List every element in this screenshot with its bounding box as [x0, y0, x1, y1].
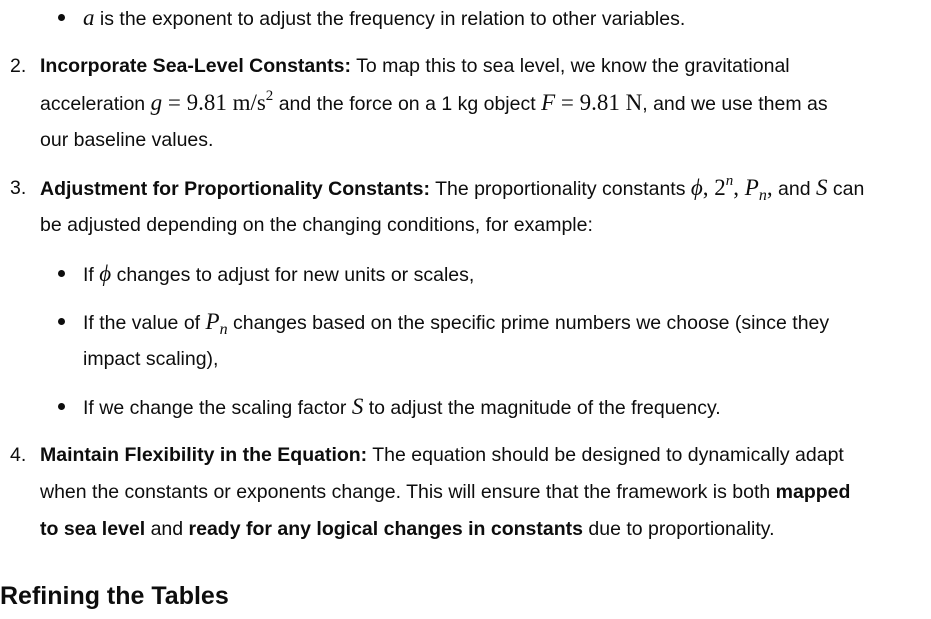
sub-bullet-s: If we change the scaling factor S to adjust the magnitude of the frequency.	[83, 394, 721, 419]
item2-line2: acceleration g = 9.81 $m/s^2$ and the force on a 1 kg object F = 9.81 N, and we use them as	[40, 88, 828, 115]
list-number-4: 4.	[10, 444, 27, 466]
item2-line3: our baseline values.	[40, 129, 214, 151]
item2-heading: Incorporate Sea-Level Constants:	[40, 55, 351, 77]
bullet-exponent-a: a is the exponent to adjust the frequency in relation to other variables.	[83, 5, 686, 30]
item4-line2: when the constants or exponents change. This will ensure that the framework is both mapped	[40, 481, 851, 503]
item4-line1: Maintain Flexibility in the Equation: The equation should be designed to dynamically adapt	[40, 444, 844, 466]
bullet-marker	[58, 403, 65, 410]
sub-bullet-phi: If ϕ changes to adjust for new units or scales,	[83, 261, 475, 286]
list-number-2: 2.	[10, 55, 27, 77]
bullet-marker	[58, 270, 65, 277]
section-heading: Refining the Tables	[0, 582, 229, 610]
math-var-a: a	[83, 5, 95, 30]
item2-line1: Incorporate Sea-Level Constants: To map this to sea level, we know the gravitational	[40, 55, 790, 77]
item3-heading: Adjustment for Proportionality Constants:	[40, 178, 430, 200]
math-var-s: S	[815, 175, 828, 200]
item4-heading: Maintain Flexibility in the Equation:	[40, 444, 368, 466]
math-var-phi: ϕ	[690, 175, 703, 200]
bullet-marker	[58, 318, 65, 325]
item3-line2: be adjusted depending on the changing conditions, for example:	[40, 214, 593, 236]
bullet-marker	[58, 14, 65, 21]
sub-bullet-pn: If the value of $P_n$ changes based on the specific prime numbers we choose (since they	[83, 309, 830, 338]
item3-line1: Adjustment for Proportionality Constants: The proportionality constants ϕ, 2$^n$, $P_n$, and S can	[40, 173, 865, 204]
math-var-f: F	[541, 90, 556, 115]
math-var-g: g	[150, 90, 163, 115]
item4-line3: to sea level and ready for any logical changes in constants due to proportionality.	[40, 518, 775, 540]
list-number-3: 3.	[10, 177, 27, 199]
sub-bullet-pn-cont: impact scaling),	[83, 348, 219, 370]
math-var-p: P	[744, 175, 759, 200]
